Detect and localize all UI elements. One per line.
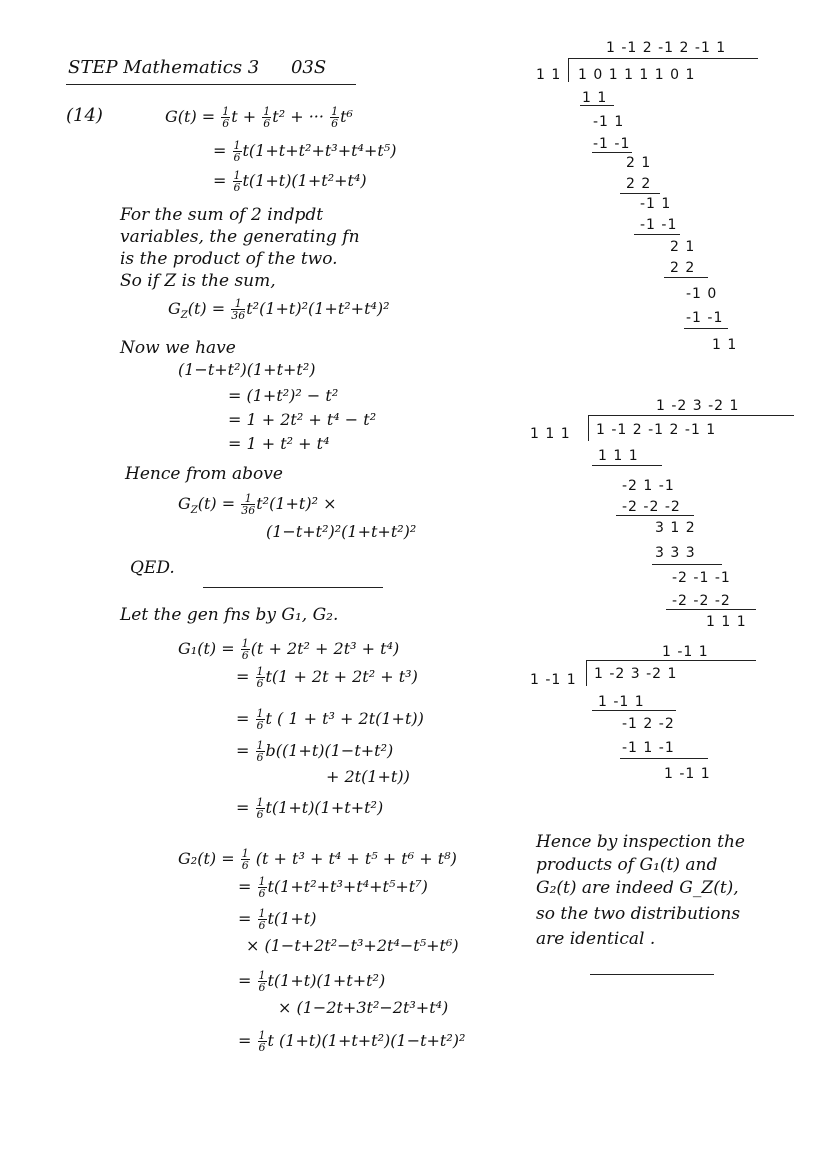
identity-line-3: = 1 + 2t² + t⁴ − t² [228, 410, 377, 429]
text-line: Hence from above [125, 464, 283, 484]
division-1-rule [664, 277, 708, 278]
division-3-divisor: 1 -1 1 [530, 672, 577, 688]
division-1-bar [568, 58, 758, 59]
division-3-bar [586, 660, 756, 661]
g2-line-2: = $\frac{1}{6}$ t(1+t²+t³+t⁴+t⁵+t⁷) [238, 875, 428, 900]
division-2-quotient: 1 -2 3 -2 1 [656, 398, 740, 414]
g1-line-3: = $\frac{1}{6}$ t ( 1 + t³ + 2t(1+t)) [236, 707, 424, 732]
division-2-row: -2 -2 -2 [622, 499, 681, 515]
division-1-row: 2 1 [670, 239, 696, 255]
text-line: Let the gen fns by G₁, G₂. [120, 605, 339, 625]
text-line: Hence by inspection the [536, 832, 745, 852]
section-divider [203, 587, 383, 588]
division-1-row: 2 2 [626, 176, 652, 192]
identity-line-1: (1−t+t²)(1+t+t²) [178, 360, 316, 379]
division-3-row: 1 -1 1 [664, 766, 711, 782]
division-2-rule [666, 609, 756, 610]
division-1-row: 1 1 [712, 337, 738, 353]
division-3-row: -1 1 -1 [622, 740, 675, 756]
division-1-row: 1 1 [582, 90, 608, 106]
division-3-rule [592, 710, 676, 711]
division-3-rule [620, 758, 708, 759]
division-1-rule [634, 234, 680, 235]
end-divider [590, 974, 714, 975]
question-number: (14) [66, 105, 103, 126]
title-underline [66, 84, 356, 85]
division-1-bracket [568, 58, 569, 82]
g1-line-2: = $\frac{1}{6}$ t(1 + 2t + 2t² + t³) [236, 665, 418, 690]
division-1-row: -1 -1 [640, 217, 678, 233]
gen-fn-line-1: G(t) = $\frac{1}{6}$ t + $\frac{1}{6}$ t² + ··· $\frac{1}{6}$ t⁶ [165, 105, 353, 130]
g2-line-4: × (1−t+2t²−t³+2t⁴−t⁵+t⁶) [246, 936, 459, 955]
gz-line-2: $G_Z(t)$ = $\frac{1}{36}$ t²(1+t)² × [178, 492, 337, 517]
division-1-row: 2 1 [626, 155, 652, 171]
text-line: so the two distributions [536, 904, 741, 924]
division-1-row: 2 2 [670, 260, 696, 276]
division-1-row: -1 0 [686, 286, 718, 302]
text-line: For the sum of 2 indpdt [120, 205, 324, 225]
g1-line-1: G₁(t) = $\frac{1}{6}$ (t + 2t² + 2t³ + t⁴) [178, 637, 400, 662]
division-2-divisor: 1 1 1 [530, 426, 571, 442]
division-3-bracket [586, 660, 587, 686]
gz-line-3: (1−t+t²)²(1+t+t²)² [266, 522, 417, 541]
g2-line-3: = $\frac{1}{6}$ t(1+t) [238, 907, 317, 932]
division-1-rule [684, 328, 728, 329]
identity-line-2: = (1+t²)² − t² [228, 386, 339, 405]
division-2-row: 1 1 1 [706, 614, 747, 630]
division-2-row: -2 -1 -1 [672, 570, 731, 586]
gen-fn-line-2: = $\frac{1}{6}$ t(1+t+t²+t³+t⁴+t⁵) [213, 139, 397, 164]
page-title: STEP Mathematics 3 03S [68, 57, 327, 78]
division-1-dividend: 1 0 1 1 1 1 0 1 [578, 67, 696, 83]
text-line: variables, the generating fn [120, 227, 360, 247]
division-2-bracket [588, 415, 589, 441]
g2-line-7: = $\frac{1}{6}$ t (1+t)(1+t+t²)(1−t+t²)² [238, 1029, 466, 1054]
division-3-row: 1 -1 1 [598, 694, 645, 710]
division-2-dividend: 1 -1 2 -1 2 -1 1 [596, 422, 717, 438]
division-1-rule [580, 105, 614, 106]
g2-line-6: × (1−2t+3t²−2t³+t⁴) [278, 998, 449, 1017]
division-1-quotient: 1 -1 2 -1 2 -1 1 [606, 40, 727, 56]
division-2-row: 1 1 1 [598, 448, 639, 464]
text-line: G₂(t) are indeed G_Z(t), [536, 878, 739, 898]
division-1-row: -1 1 [593, 114, 625, 130]
g2-line-1: G₂(t) = $\frac{1}{6}$ (t + t³ + t⁴ + t⁵ + t⁶ + t⁸) [178, 847, 457, 872]
identity-line-4: = 1 + t² + t⁴ [228, 434, 330, 453]
division-2-rule [652, 564, 722, 565]
division-2-row: 3 3 3 [655, 545, 696, 561]
text-line: are identical . [536, 929, 656, 949]
g1-line-6: = $\frac{1}{6}$ t(1+t)(1+t+t²) [236, 796, 384, 821]
text-line: So if Z is the sum, [120, 271, 276, 291]
gen-fn-line-3: = $\frac{1}{6}$ t(1+t)(1+t²+t⁴) [213, 169, 367, 194]
division-2-row: -2 1 -1 [622, 478, 675, 494]
division-3-quotient: 1 -1 1 [662, 644, 709, 660]
division-3-dividend: 1 -2 3 -2 1 [594, 666, 678, 682]
division-3-row: -1 2 -2 [622, 716, 675, 732]
gz-line-1: $G_Z(t)$ = $\frac{1}{36}$ t²(1+t)²(1+t²+t⁴)² [168, 297, 390, 322]
division-2-row: 3 1 2 [655, 520, 696, 536]
division-1-row: -1 -1 [686, 310, 724, 326]
division-2-bar [588, 415, 794, 416]
g2-line-5: = $\frac{1}{6}$ t(1+t)(1+t+t²) [238, 969, 386, 994]
text-line: is the product of the two. [120, 249, 338, 269]
division-1-divisor: 1 1 [536, 67, 562, 83]
division-2-rule [616, 515, 694, 516]
division-1-row: -1 1 [640, 196, 672, 212]
text-line: Now we have [120, 338, 236, 358]
text-line: products of G₁(t) and [536, 855, 718, 875]
g1-line-5: + 2t(1+t)) [326, 767, 410, 786]
division-2-row: -2 -2 -2 [672, 593, 731, 609]
division-1-row: -1 -1 [593, 136, 631, 152]
qed-label: QED. [130, 558, 175, 578]
division-2-rule [592, 465, 662, 466]
g1-line-4: = $\frac{1}{6}$ b((1+t)(1−t+t²) [236, 739, 394, 764]
